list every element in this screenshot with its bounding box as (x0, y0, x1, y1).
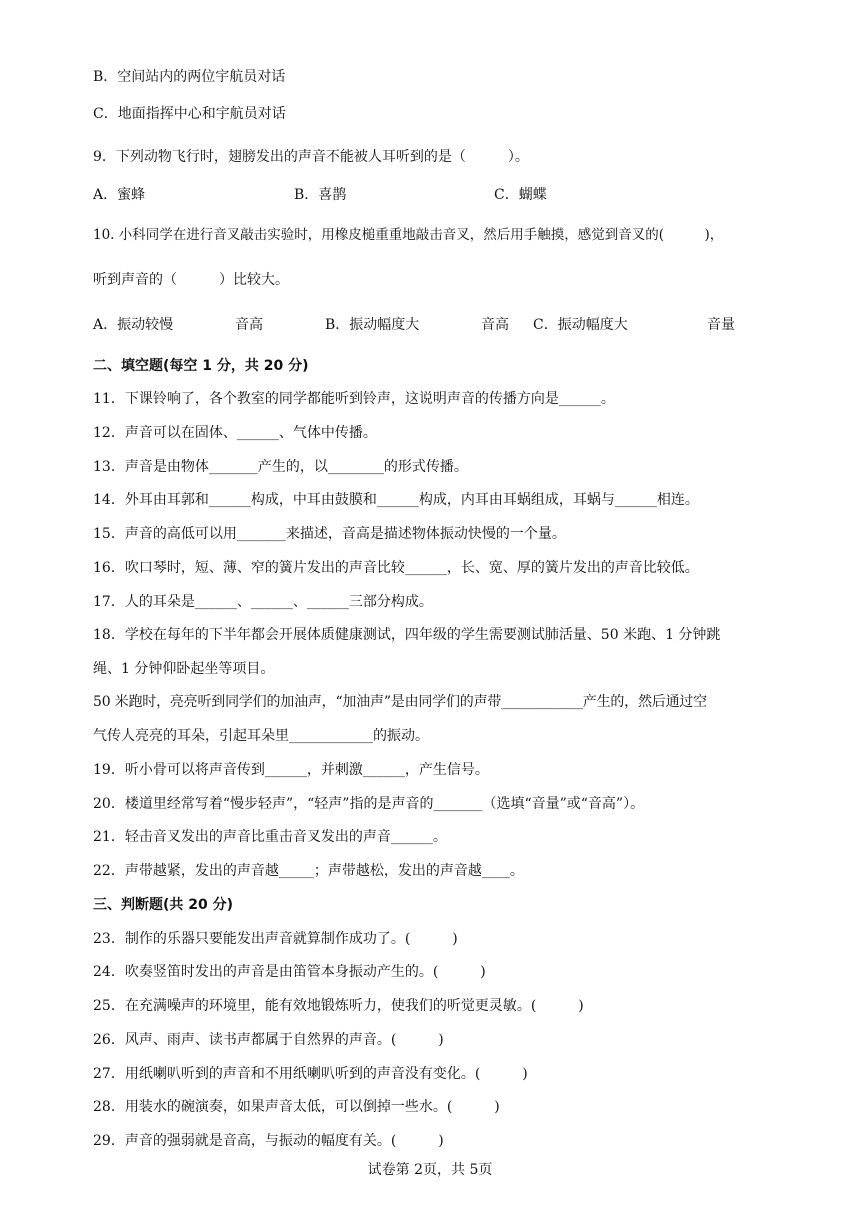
question-15: 15．声音的高低可以用_______来描述，音高是描述物体振动快慢的一个量。 (93, 526, 566, 542)
question-10-line-1: 10. 小科同学在进行音叉敲击实验时，用橡皮槌重重地敲击音叉，然后用手触摸，感觉到音叉的( )， (93, 227, 724, 243)
option-b: B．空间站内的两位宇航员对话 (93, 69, 286, 85)
question-21: 21．轻击音叉发出的声音比重击音叉发出的声音______。 (93, 829, 447, 845)
question-18-line-4: 气传人亮亮的耳朵，引起耳朵里____________的振动。 (93, 728, 429, 744)
question-10-line-2: 听到声音的（ ）比较大。 (93, 272, 289, 288)
question-9: 9．下列动物飞行时，翅膀发出的声音不能被人耳听到的是（ ）。 (93, 149, 529, 165)
question-23: 23．制作的乐器只要能发出声音就算制作成功了。( ) (93, 931, 458, 947)
q10-option-a-extra: 音高 (235, 317, 263, 333)
question-20: 20．楼道里经常写着“慢步轻声”，“轻声”指的是声音的_______（选填“音量”或“音高”）。 (93, 796, 645, 812)
q10-option-b-extra: 音高 (481, 317, 509, 333)
option-c: C．地面指挥中心和宇航员对话 (93, 106, 286, 122)
q9-option-b: B．喜鹊 (294, 187, 347, 203)
q10-option-c: C．振动幅度大 (533, 317, 628, 333)
q10-option-c-extra: 音量 (707, 317, 735, 333)
section-3-title: 三、判断题(共 20 分) (93, 897, 234, 913)
question-24: 24．吹奏竖笛时发出的声音是由笛管本身振动产生的。( ) (93, 964, 486, 980)
question-14: 14．外耳由耳郭和______构成，中耳由鼓膜和______构成，内耳由耳蜗组成，耳蜗与______相连。 (93, 492, 699, 508)
question-16: 16．吹口琴时，短、薄、窄的簧片发出的声音比较______，长、宽、厚的簧片发出的声音比较低。 (93, 560, 699, 576)
question-22: 22．声带越紧，发出的声音越_____；声带越松，发出的声音越____。 (93, 863, 524, 879)
question-18-line-1: 18．学校在每年的下半年都会开展体质健康测试，四年级的学生需要测试肺活量、50 米跑、1 分钟跳 (93, 627, 721, 643)
question-28: 28．用装水的碗演奏，如果声音太低，可以倒掉一些水。( ) (93, 1099, 500, 1115)
question-11: 11．下课铃响了，各个教室的同学都能听到铃声，这说明声音的传播方向是______。 (93, 391, 615, 407)
question-18-line-2: 绳、1 分钟仰卧起坐等项目。 (93, 661, 275, 677)
question-27: 27．用纸喇叭听到的声音和不用纸喇叭听到的声音没有变化。( ) (93, 1066, 528, 1082)
section-2-title: 二、填空题(每空 1 分，共 20 分) (93, 358, 309, 374)
question-17: 17．人的耳朵是______、______、______三部分构成。 (93, 594, 433, 610)
q9-option-a: A．蜜蜂 (93, 187, 146, 203)
question-25: 25．在充满噪声的环境里，能有效地锻炼听力，使我们的听觉更灵敏。( ) (93, 998, 584, 1014)
question-18-line-3: 50 米跑时，亮亮听到同学们的加油声，“加油声”是由同学们的声带____________产生的，然后通过空 (93, 694, 707, 710)
question-26: 26．风声、雨声、读书声都属于自然界的声音。( ) (93, 1032, 444, 1048)
q10-option-a: A．振动较慢 (93, 317, 174, 333)
q10-option-b: B．振动幅度大 (325, 317, 420, 333)
q9-option-c: C．蝴蝶 (494, 187, 547, 203)
page-footer: 试卷第 2页，共 5页 (367, 1162, 493, 1178)
question-12: 12．声音可以在固体、______、气体中传播。 (93, 425, 377, 441)
question-19: 19．听小骨可以将声音传到______，并刺激______，产生信号。 (93, 762, 489, 778)
question-29: 29．声音的强弱就是音高，与振动的幅度有关。( ) (93, 1133, 444, 1149)
question-13: 13．声音是由物体_______产生的，以________的形式传播。 (93, 459, 468, 475)
